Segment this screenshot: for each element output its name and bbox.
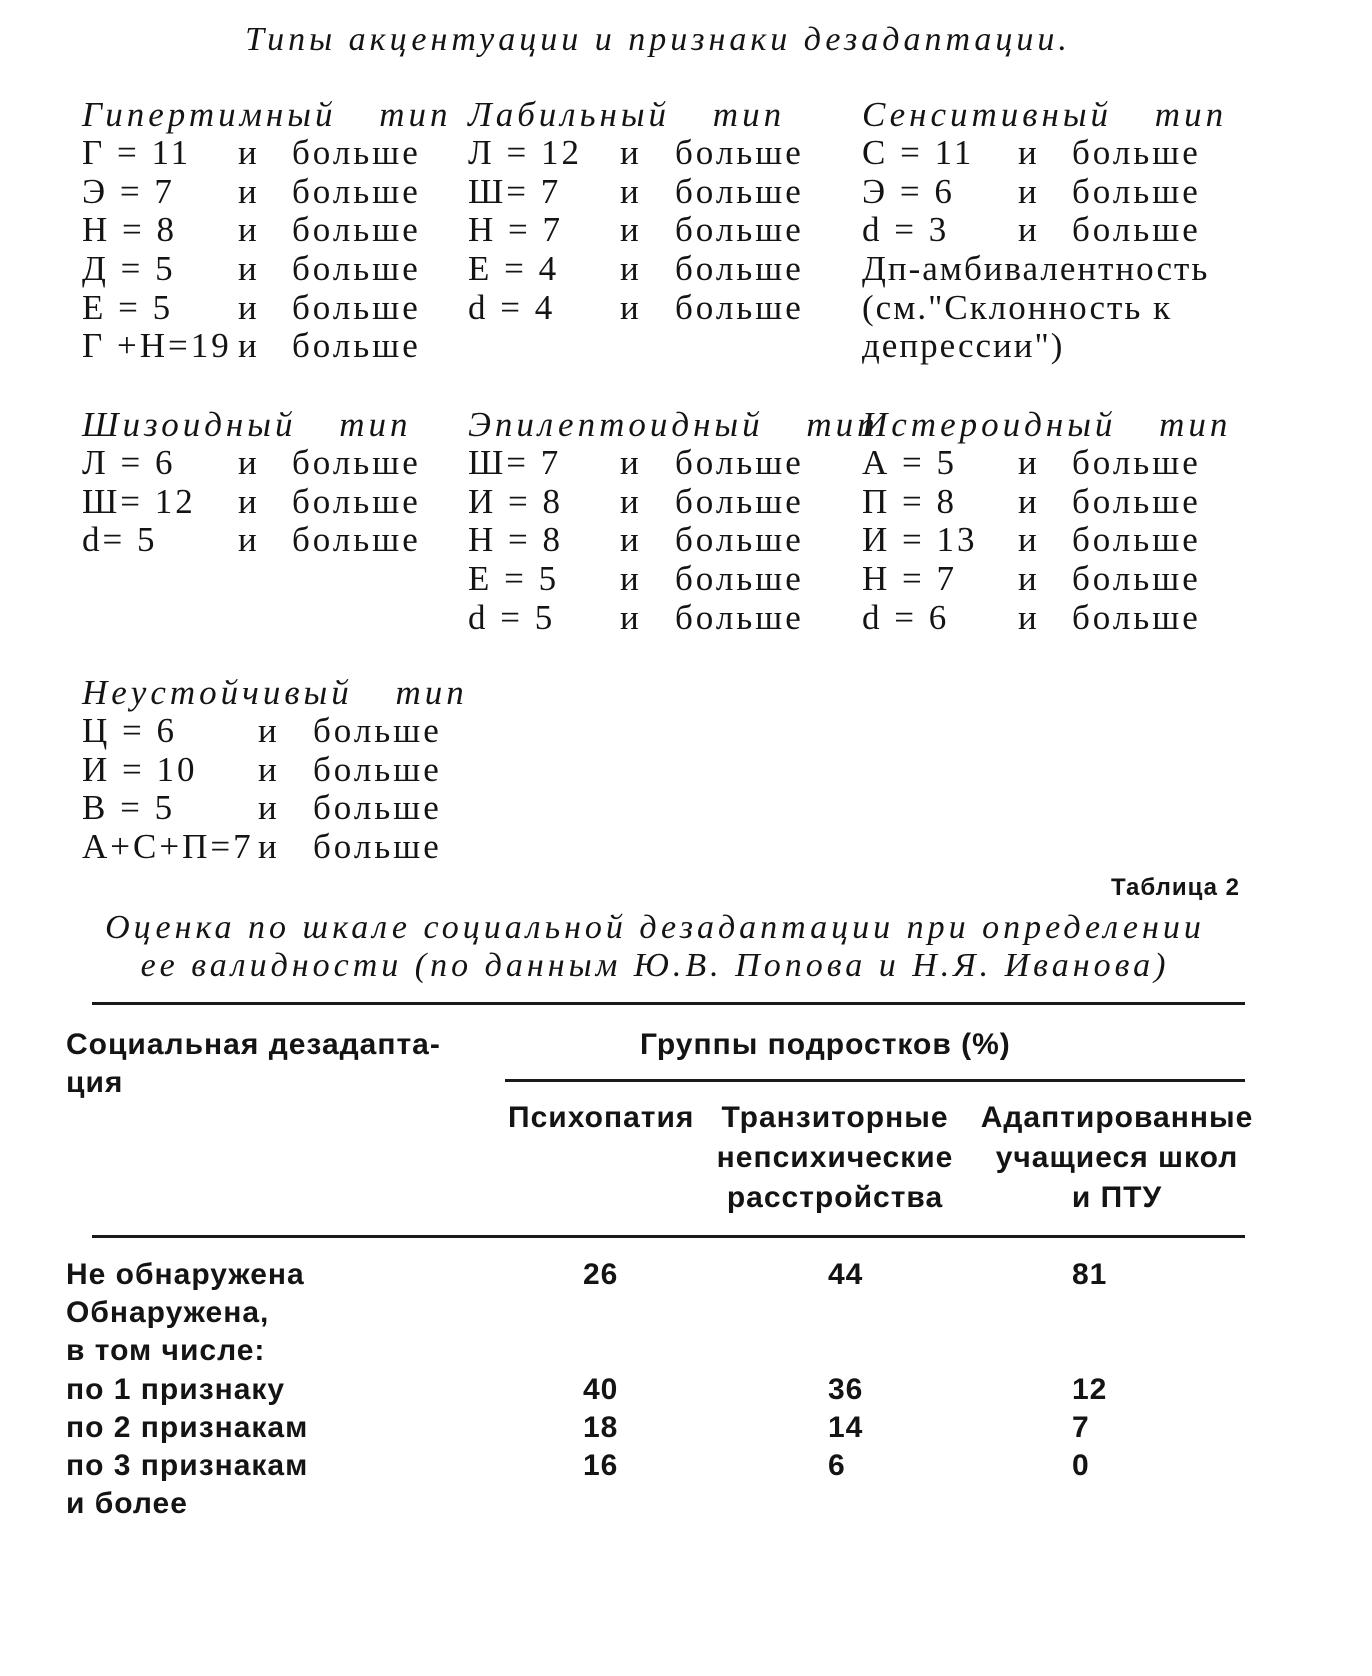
type-row bbox=[862, 521, 1231, 560]
type-row bbox=[82, 327, 452, 366]
conjunction: и bbox=[1018, 520, 1040, 560]
type-row bbox=[862, 134, 1227, 173]
column-header-line: расстройства bbox=[726, 1181, 944, 1214]
scale-condition: Н = 8 bbox=[468, 520, 564, 560]
threshold-word: больше bbox=[675, 210, 804, 250]
scale-condition: Н = 8 bbox=[82, 210, 178, 250]
scale-condition: d = 6 bbox=[862, 597, 950, 637]
type-row bbox=[862, 560, 1231, 599]
threshold-word: больше bbox=[292, 171, 421, 211]
scale-condition: И = 8 bbox=[468, 481, 564, 521]
table-caption bbox=[0, 909, 1310, 985]
row-header bbox=[66, 1026, 441, 1102]
scale-condition: Е = 5 bbox=[468, 559, 560, 599]
threshold-word: больше bbox=[292, 133, 421, 173]
threshold-word: больше bbox=[292, 481, 421, 521]
type-row bbox=[862, 599, 1231, 638]
threshold-word: больше bbox=[1072, 481, 1201, 521]
type-block-sensitive bbox=[862, 96, 1227, 366]
conjunction: и bbox=[238, 443, 260, 483]
column-header-line: и ПТУ bbox=[1071, 1181, 1163, 1214]
scale-condition: Д = 5 bbox=[82, 249, 176, 289]
conjunction: и bbox=[238, 171, 260, 211]
scale-condition: Э = 7 bbox=[82, 171, 175, 211]
conjunction: и bbox=[238, 326, 260, 366]
caption-line: Оценка по шкале социальной дезадаптации при определении bbox=[105, 909, 1205, 946]
column-header-line: учащиеся школ bbox=[995, 1141, 1239, 1174]
scale-condition: Ш= 7 bbox=[468, 443, 562, 483]
conjunction: и bbox=[258, 788, 280, 828]
row-label-line: по 3 признакам bbox=[66, 1449, 309, 1482]
type-block-hysteroid bbox=[862, 406, 1231, 638]
conjunction: и bbox=[258, 711, 280, 751]
scale-condition: Ш= 7 bbox=[468, 171, 562, 211]
table-cell: 36 bbox=[828, 1373, 864, 1406]
column-header-line: Транзиторные bbox=[721, 1101, 949, 1134]
scale-condition: Н = 7 bbox=[468, 210, 564, 250]
row-label-line: Обнаружена, bbox=[66, 1296, 270, 1329]
type-row bbox=[468, 560, 879, 599]
threshold-word: больше bbox=[675, 443, 804, 483]
column-header-line: Адаптированные bbox=[980, 1101, 1254, 1134]
sensitive-note-line: депрессии") bbox=[862, 326, 1065, 366]
type-row bbox=[82, 751, 468, 790]
conjunction: и bbox=[258, 749, 280, 789]
type-row bbox=[862, 483, 1231, 522]
row-header-line: ция bbox=[66, 1066, 124, 1099]
threshold-word: больше bbox=[1072, 133, 1201, 173]
conjunction: и bbox=[1018, 481, 1040, 521]
conjunction: и bbox=[238, 481, 260, 521]
table-number: Таблица 2 bbox=[1110, 874, 1240, 901]
threshold-word: больше bbox=[675, 249, 804, 289]
type-row bbox=[82, 134, 452, 173]
threshold-word: больше bbox=[292, 326, 421, 366]
threshold-word: больше bbox=[675, 597, 804, 637]
threshold-word: больше bbox=[292, 287, 421, 327]
type-row bbox=[82, 250, 452, 289]
threshold-word: больше bbox=[675, 171, 804, 211]
table-cell: 18 bbox=[583, 1411, 619, 1444]
conjunction: и bbox=[620, 443, 642, 483]
column-header-transitory bbox=[705, 1098, 965, 1218]
type-row bbox=[468, 134, 804, 173]
table-cell: 0 bbox=[1072, 1449, 1090, 1482]
conjunction: и bbox=[620, 133, 642, 173]
conjunction: и bbox=[620, 559, 642, 599]
conjunction: и bbox=[620, 210, 642, 250]
table-cell: 81 bbox=[1072, 1258, 1108, 1291]
threshold-word: больше bbox=[292, 520, 421, 560]
row-label: по 2 признакам bbox=[66, 1411, 309, 1444]
scale-condition: Л = 12 bbox=[468, 133, 582, 173]
scale-condition: d = 3 bbox=[862, 210, 950, 250]
conjunction: и bbox=[1018, 559, 1040, 599]
threshold-word: больше bbox=[313, 749, 442, 789]
scale-condition: Ц = 6 bbox=[82, 711, 178, 751]
type-heading: Неустойчивый тип bbox=[82, 672, 468, 712]
scale-condition: Ш= 12 bbox=[82, 481, 196, 521]
table-cell: 16 bbox=[583, 1449, 619, 1482]
type-block-hyperthymic bbox=[82, 96, 452, 366]
type-row bbox=[82, 211, 452, 250]
type-block-epileptoid bbox=[468, 406, 879, 638]
conjunction: и bbox=[238, 520, 260, 560]
conjunction: и bbox=[238, 287, 260, 327]
threshold-word: больше bbox=[292, 443, 421, 483]
caption-line: ее валидности (по данным Ю.В. Попова и Н.Я. Иванова) bbox=[140, 947, 1170, 984]
conjunction: и bbox=[620, 520, 642, 560]
scale-condition: d= 5 bbox=[82, 520, 158, 560]
type-row bbox=[862, 211, 1227, 250]
conjunction: и bbox=[620, 597, 642, 637]
scale-condition: С = 11 bbox=[862, 133, 975, 173]
type-row bbox=[82, 173, 452, 212]
threshold-word: больше bbox=[1072, 171, 1201, 211]
type-row bbox=[468, 173, 804, 212]
conjunction: и bbox=[620, 171, 642, 211]
scale-condition: Е = 5 bbox=[82, 287, 174, 327]
threshold-word: больше bbox=[1072, 210, 1201, 250]
type-row bbox=[468, 599, 879, 638]
type-row bbox=[468, 444, 879, 483]
type-row bbox=[82, 444, 421, 483]
column-header-adapted bbox=[972, 1098, 1262, 1218]
row-label-line: и более bbox=[66, 1487, 188, 1520]
threshold-word: больше bbox=[675, 287, 804, 327]
type-heading: Эпилептоидный тип bbox=[468, 404, 879, 444]
scale-condition: А = 5 bbox=[862, 443, 958, 483]
table-cell: 12 bbox=[1072, 1373, 1108, 1406]
type-row bbox=[82, 521, 421, 560]
column-header-psychopathy bbox=[508, 1098, 694, 1138]
row-header-line: Социальная дезадапта- bbox=[66, 1028, 441, 1061]
threshold-word: больше bbox=[313, 827, 442, 867]
scale-condition: Л = 6 bbox=[82, 443, 176, 483]
column-header-line: непсихические bbox=[716, 1141, 954, 1174]
type-row bbox=[468, 211, 804, 250]
scale-condition: И = 13 bbox=[862, 520, 978, 560]
type-heading: Лабильный тип bbox=[468, 94, 786, 134]
conjunction: и bbox=[620, 287, 642, 327]
type-block-schizoid bbox=[82, 406, 421, 560]
scale-condition: В = 5 bbox=[82, 788, 176, 828]
threshold-word: больше bbox=[1072, 559, 1201, 599]
type-heading: Шизоидный тип bbox=[82, 404, 412, 444]
table-header-rule bbox=[92, 1235, 1245, 1238]
scale-condition: d = 4 bbox=[468, 287, 556, 327]
threshold-word: больше bbox=[292, 249, 421, 289]
conjunction: и bbox=[238, 249, 260, 289]
type-row bbox=[82, 828, 468, 867]
row-label: по 1 признаку bbox=[66, 1373, 286, 1406]
table-top-rule bbox=[92, 1002, 1245, 1005]
table-cell: 14 bbox=[828, 1411, 864, 1444]
type-row bbox=[468, 483, 879, 522]
sensitive-note-line: (см."Склонность к bbox=[862, 287, 1173, 327]
type-heading: Гипертимный тип bbox=[82, 94, 452, 134]
conjunction: и bbox=[1018, 133, 1040, 173]
type-heading: Истероидный тип bbox=[862, 404, 1232, 444]
type-row bbox=[82, 712, 468, 751]
scale-condition: Э = 6 bbox=[862, 171, 955, 211]
threshold-word: больше bbox=[675, 520, 804, 560]
type-block-labile bbox=[468, 96, 804, 328]
conjunction: и bbox=[620, 481, 642, 521]
type-block-unstable bbox=[82, 674, 468, 867]
threshold-word: больше bbox=[313, 788, 442, 828]
group-header-rule bbox=[505, 1079, 1245, 1082]
type-row bbox=[468, 250, 804, 289]
table-cell: 44 bbox=[828, 1258, 864, 1291]
type-row bbox=[468, 289, 804, 328]
type-row bbox=[862, 444, 1231, 483]
row-label bbox=[66, 1294, 269, 1370]
conjunction: и bbox=[1018, 210, 1040, 250]
table-cell: 6 bbox=[828, 1449, 846, 1482]
type-row bbox=[82, 289, 452, 328]
conjunction: и bbox=[258, 827, 280, 867]
conjunction: и bbox=[1018, 171, 1040, 211]
conjunction: и bbox=[238, 133, 260, 173]
conjunction: и bbox=[1018, 597, 1040, 637]
threshold-word: больше bbox=[675, 559, 804, 599]
table-cell: 26 bbox=[583, 1258, 619, 1291]
sensitive-note-line: Дп-амбивалентность bbox=[862, 249, 1210, 289]
scale-condition: И = 10 bbox=[82, 749, 198, 789]
scale-condition: Г +Н=19 bbox=[82, 326, 232, 366]
threshold-word: больше bbox=[1072, 443, 1201, 483]
type-row bbox=[82, 789, 468, 828]
type-row bbox=[468, 521, 879, 560]
table-cell: 40 bbox=[583, 1373, 619, 1406]
scale-condition: А+С+П=7 bbox=[82, 827, 254, 867]
threshold-word: больше bbox=[1072, 520, 1201, 560]
row-label: Не обнаружена bbox=[66, 1258, 305, 1291]
threshold-word: больше bbox=[1072, 597, 1201, 637]
column-header-line: Психопатия bbox=[508, 1101, 695, 1134]
scale-condition: d = 5 bbox=[468, 597, 556, 637]
threshold-word: больше bbox=[292, 210, 421, 250]
group-header: Группы подростков (%) bbox=[640, 1028, 1011, 1061]
conjunction: и bbox=[1018, 443, 1040, 483]
page-title: Типы акцентуации и признаки дезадаптации. bbox=[245, 21, 1071, 58]
scale-condition: П = 8 bbox=[862, 481, 958, 521]
type-row bbox=[862, 173, 1227, 212]
scale-condition: Г = 11 bbox=[82, 133, 192, 173]
threshold-word: больше bbox=[675, 481, 804, 521]
scale-condition: Е = 4 bbox=[468, 249, 560, 289]
row-label-line: в том числе: bbox=[66, 1334, 266, 1367]
scale-condition: Н = 7 bbox=[862, 559, 958, 599]
conjunction: и bbox=[238, 210, 260, 250]
conjunction: и bbox=[620, 249, 642, 289]
threshold-word: больше bbox=[313, 711, 442, 751]
type-row bbox=[82, 483, 421, 522]
threshold-word: больше bbox=[675, 133, 804, 173]
table-cell: 7 bbox=[1072, 1411, 1090, 1444]
row-label bbox=[66, 1447, 308, 1523]
type-heading: Сенситивный тип bbox=[862, 94, 1228, 134]
